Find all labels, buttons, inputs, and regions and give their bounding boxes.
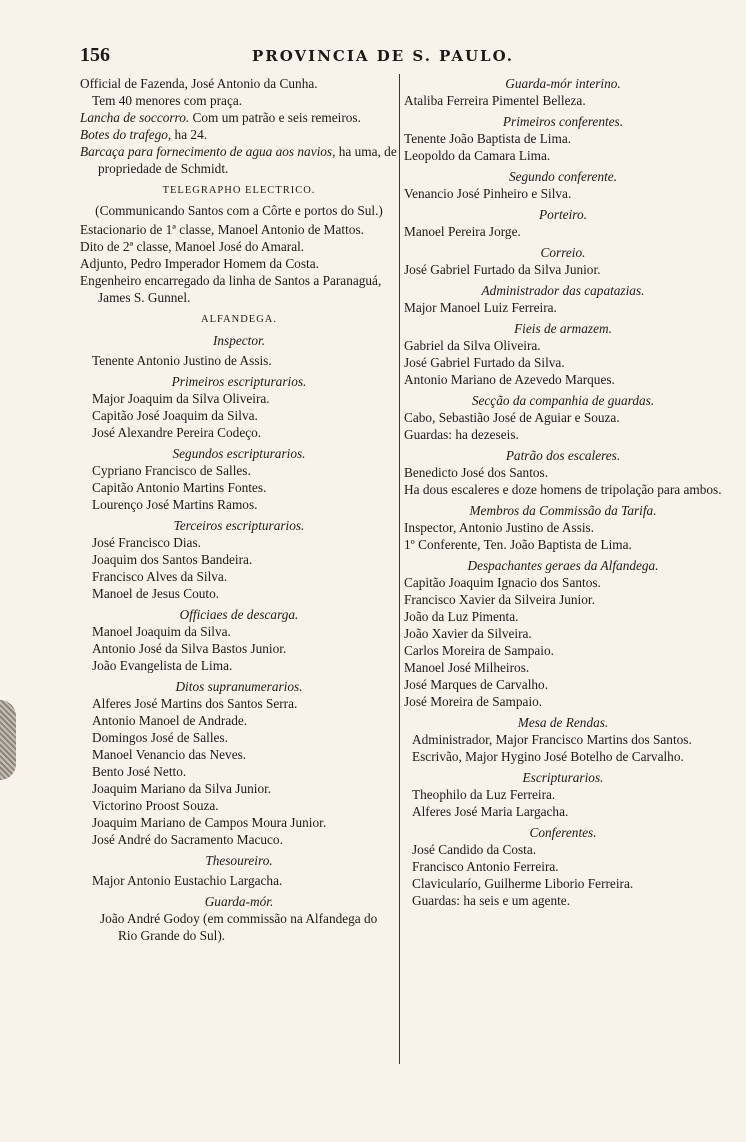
mesa-heading: Mesa de Rendas. (517, 715, 609, 730)
despachantes-2: João da Luz Pimenta. (404, 609, 519, 624)
escaleres-note: Ha dous escaleres e doze homens de tripolação para ambos. (404, 482, 722, 497)
membros-0: Inspector, Antonio Justino de Assis. (404, 520, 595, 535)
despachantes-1: Francisco Xavier da Silveira Junior. (404, 592, 595, 607)
ditos-6: Victorino Proost Souza. (92, 798, 219, 813)
page-header (80, 44, 720, 68)
officiaes-1: Antonio José da Silva Bastos Junior. (92, 641, 287, 656)
seccao-1: Guardas: ha dezeseis. (404, 427, 519, 442)
segundo-conf-name: Venancio José Pinheiro e Silva. (404, 186, 572, 201)
lancha-label: Lancha de soccorro. (80, 110, 190, 125)
conferentes-3: Guardas: ha seis e um agente. (412, 893, 571, 908)
ditos-4: Bento José Netto. (92, 764, 187, 779)
despachantes-heading: Despachantes geraes da Alfandega. (467, 558, 659, 573)
escripturarios-1: Alferes José Maria Largacha. (412, 804, 569, 819)
page-number: 156 (80, 44, 110, 66)
primeiros-conf-1: Leopoldo da Camara Lima. (404, 148, 551, 163)
primeiros-2: José Alexandre Pereira Codeço. (92, 425, 262, 440)
membros-heading: Membros da Commissão da Tarifa. (469, 503, 657, 518)
membros-1: 1º Conferente, Ten. João Baptista de Lima. (404, 537, 632, 552)
guarda-interino-heading: Guarda-mór interino. (505, 76, 621, 91)
segundo-conf-heading: Segundo conferente. (508, 169, 618, 184)
primeiros-conf-heading: Primeiros conferentes. (502, 114, 624, 129)
terceiros-1: Joaquim dos Santos Bandeira. (92, 552, 253, 567)
ditos-8: José André do Sacramento Macuco. (92, 832, 283, 847)
ditos-5: Joaquim Mariano da Silva Junior. (92, 781, 272, 796)
conferentes-2: Clavicularío, Guilherme Liborio Ferreira. (412, 876, 634, 891)
inspector-heading: Inspector. (212, 333, 266, 348)
officiaes-heading: Officiaes de descarga. (179, 607, 299, 622)
mesa-0: Administrador, Major Francisco Martins dos Santos. (412, 732, 692, 747)
botes-entry (80, 126, 398, 143)
segundos-heading: Segundos escripturarios. (172, 446, 306, 461)
fieis-0: Gabriel da Silva Oliveira. (404, 338, 541, 353)
lancha-entry (80, 109, 398, 126)
despachantes-6: José Marques de Carvalho. (404, 677, 549, 692)
ditos-0: Alferes José Martins dos Santos Serra. (92, 696, 298, 711)
barcaca-entry (80, 143, 398, 177)
despachantes-7: José Moreira de Sampaio. (404, 694, 543, 709)
guarda-interino-name: Ataliba Ferreira Pimentel Belleza. (404, 93, 586, 108)
segundos-1: Capitão Antonio Martins Fontes. (92, 480, 267, 495)
lancha-text: Com um patrão e seis remeiros. (189, 110, 361, 125)
correio-name: José Gabriel Furtado da Silva Junior. (404, 262, 601, 277)
despachantes-3: João Xavier da Silveira. (404, 626, 532, 641)
telegrapho-staff-2: Adjunto, Pedro Imperador Homem da Costa. (80, 256, 319, 271)
escripturarios-0: Theophilo da Luz Ferreira. (412, 787, 556, 802)
officiaes-0: Manoel Joaquim da Silva. (92, 624, 231, 639)
terceiros-3: Manoel de Jesus Couto. (92, 586, 220, 601)
thesoureiro-name: Major Antonio Eustachio Largacha. (92, 873, 283, 888)
conferentes-heading: Conferentes. (529, 825, 597, 840)
fieis-1: José Gabriel Furtado da Silva. (404, 355, 565, 370)
fazenda-menores: Tem 40 menores com praça. (92, 93, 243, 108)
mesa-1: Escrivão, Major Hygino José Botelho de Carvalho. (412, 749, 684, 764)
porteiro-name: Manoel Pereira Jorge. (404, 224, 521, 239)
ditos-7: Joaquim Mariano de Campos Moura Junior. (92, 815, 327, 830)
despachantes-0: Capitão Joaquim Ignacio dos Santos. (404, 575, 601, 590)
ditos-2: Domingos José de Salles. (92, 730, 228, 745)
inspector-name: Tenente Antonio Justino de Assis. (92, 353, 272, 368)
fazenda-official: Official de Fazenda, José Antonio da Cunha. (80, 76, 318, 91)
fieis-heading: Fieis de armazem. (514, 321, 612, 336)
running-title: PROVINCIA DE S. PAULO. (252, 47, 514, 65)
primeiros-conf-0: Tenente João Baptista de Lima. (404, 131, 572, 146)
primeiros-1: Capitão José Joaquim da Silva. (92, 408, 258, 423)
left-column (80, 75, 398, 944)
ditos-heading: Ditos supranumerarios. (175, 679, 303, 694)
fieis-2: Antonio Mariano de Azevedo Marques. (404, 372, 615, 387)
barcaca-label: Barcaça para fornecimento de agua aos navios, (80, 144, 336, 159)
capatazias-name: Major Manoel Luiz Ferreira. (404, 300, 557, 315)
ditos-1: Antonio Manoel de Andrade. (92, 713, 248, 728)
telegrapho-staff-3: Engenheiro encarregado da linha de Santos a Paranaguá, James S. Gunnel. (80, 273, 382, 305)
telegrapho-note: (Communicando Santos com a Côrte e portos do Sul.) (95, 203, 383, 218)
library-stamp-fragment (0, 700, 16, 780)
guarda-mor-heading: Guarda-mór. (204, 894, 274, 909)
ditos-3: Manoel Venancio das Neves. (92, 747, 247, 762)
porteiro-heading: Porteiro. (539, 207, 587, 222)
segundos-2: Lourenço José Martins Ramos. (92, 497, 258, 512)
officiaes-2: João Evangelista de Lima. (92, 658, 233, 673)
primeiros-0: Major Joaquim da Silva Oliveira. (92, 391, 270, 406)
botes-text: ha 24. (171, 127, 208, 142)
seccao-heading: Secção da companhia de guardas. (471, 393, 655, 408)
patrao-heading: Patrão dos escaleres. (505, 448, 621, 463)
patrao-name: Benedicto José dos Santos. (404, 465, 549, 480)
segundos-0: Cypriano Francisco de Salles. (92, 463, 251, 478)
column-divider (399, 74, 400, 1064)
seccao-0: Cabo, Sebastião José de Aguiar e Souza. (404, 410, 620, 425)
primeiros-heading: Primeiros escripturarios. (171, 374, 307, 389)
botes-label: Botes do trafego, (80, 127, 172, 142)
telegrapho-staff-1: Dito de 2ª classe, Manoel José do Amaral. (80, 239, 305, 254)
despachantes-4: Carlos Moreira de Sampaio. (404, 643, 554, 658)
capatazias-heading: Administrador das capatazias. (481, 283, 645, 298)
escripturarios-heading: Escripturarios. (522, 770, 604, 785)
telegrapho-staff-0: Estacionario de 1ª classe, Manoel Antonio de Mattos. (80, 222, 364, 237)
guarda-mor-name: João André Godoy (em commissão na Alfandega do Rio Grande do Sul). (100, 911, 378, 943)
alfandega-heading: ALFANDEGA. (200, 314, 277, 325)
despachantes-5: Manoel José Milheiros. (404, 660, 530, 675)
conferentes-1: Francisco Antonio Ferreira. (412, 859, 559, 874)
terceiros-2: Francisco Alves da Silva. (92, 569, 228, 584)
conferentes-0: José Candido da Costa. (412, 842, 537, 857)
telegrapho-heading: TELEGRAPHO ELECTRICO. (162, 185, 316, 196)
terceiros-0: José Francisco Dias. (92, 535, 201, 550)
terceiros-heading: Terceiros escripturarios. (173, 518, 305, 533)
barcaca-text: ha uma, de propriedade de Schmidt. (98, 144, 397, 176)
correio-heading: Correio. (540, 245, 586, 260)
thesoureiro-heading: Thesoureiro. (205, 853, 273, 868)
right-column (404, 75, 722, 909)
